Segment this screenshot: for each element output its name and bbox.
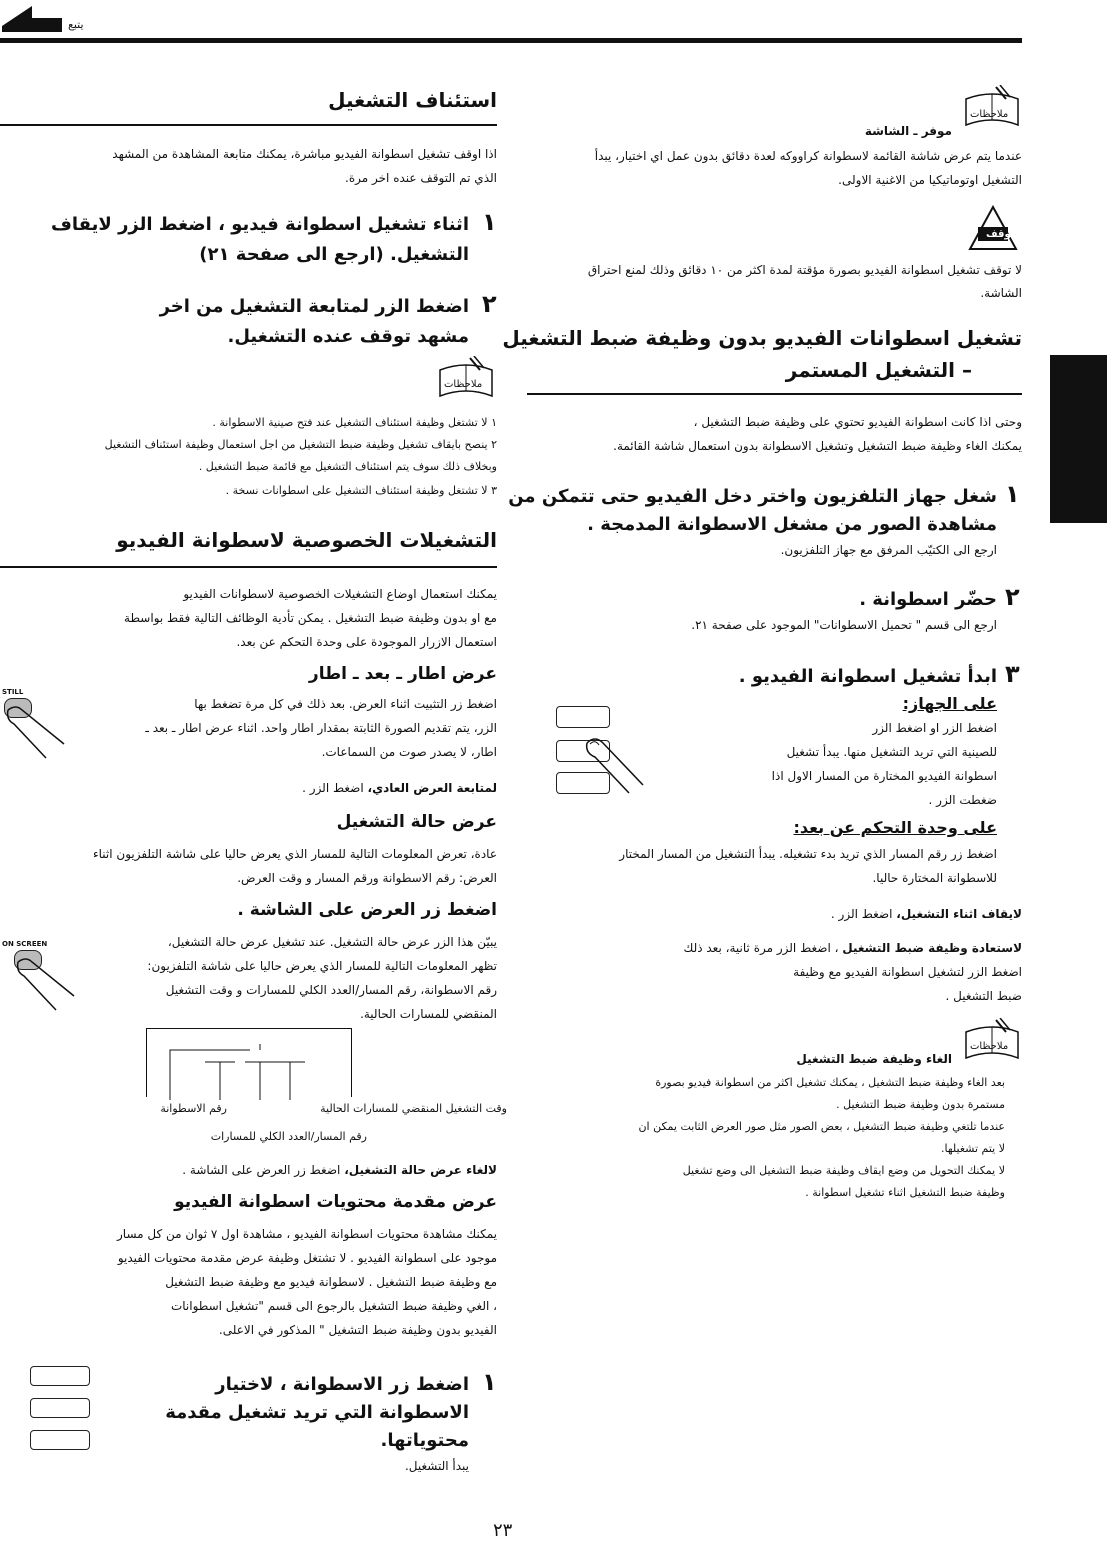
on-unit-line: للصينية التي تريد التشغيل منها. يبدأ تشغيل xyxy=(786,745,997,759)
note-item: ١ لا تشتغل وظيفة استئناف التشغيل عند فتح صينية الاسطوانة . xyxy=(212,416,497,429)
step-number: ٢ xyxy=(482,290,497,318)
on-unit-line: اضغط الزر او اضغط الزر xyxy=(872,721,997,735)
step-number: ١ xyxy=(1005,480,1020,508)
restore-bold: لاستعادة وظيفة ضبط التشغيل xyxy=(842,941,1022,955)
digest-line: مع وظيفة ضبط التشغيل . لاسطوانة فيديو مع وظيفة ضبط التشغيل xyxy=(165,1275,497,1289)
notes-icon-label: ملاحظات xyxy=(444,379,483,390)
intro-line: استعمال الازرار الموجودة على وحدة التحكم عن بعد. xyxy=(236,635,497,649)
section-title: التشغيلات الخصوصية لاسطوانة الفيديو xyxy=(116,528,497,552)
section-subtitle: – التشغيل المستمر xyxy=(785,358,972,382)
diagram-label-elapsed: وقت التشغيل المنقضي للمسارات الحالية xyxy=(320,1102,507,1115)
cancel-status-instruction xyxy=(0,1158,497,1182)
note-item: ٣ لا تشتغل وظيفة استئناف التشغيل على اسطوانات نسخة . xyxy=(225,484,497,497)
finger-press-icon xyxy=(6,704,66,760)
notes-icon-label: ملاحظات xyxy=(970,109,1009,120)
section-rule xyxy=(527,393,1022,395)
still-button-label: STILL xyxy=(2,688,24,696)
stop-bold: لايقاف اثناء التشغيل، xyxy=(896,907,1022,921)
disc-button[interactable] xyxy=(30,1430,90,1450)
cancel-bold: لالغاء عرض حالة التشغيل، xyxy=(344,1163,497,1177)
intro-line: الذي تم التوقف عنده اخر مرة. xyxy=(345,171,497,185)
step-text: اضغط زر الاسطوانة ، لاختيار xyxy=(215,1374,469,1395)
disc-button[interactable] xyxy=(30,1366,90,1386)
step-text: مشاهدة الصور من مشغل الاسطوانة المدمجة . xyxy=(587,514,997,535)
remote-line: اضغط زر رقم المسار الذي تريد بدء تشغيله. يبدأ التشغيل من المسار المختار xyxy=(619,847,997,861)
step-text: شغل جهاز التلفزيون واختر دخل الفيديو حتى تتمكن من xyxy=(508,486,997,507)
header-rule xyxy=(0,38,1022,43)
diagram-label-disc: رقم الاسطوانة xyxy=(160,1102,227,1115)
section-title: تشغيل اسطوانات الفيديو بدون وظيفة ضبط التشغيل xyxy=(502,326,1022,350)
step-text: مشهد توقف عنده التشغيل. xyxy=(227,326,469,347)
note-item: ٢ ينصح بايقاف تشغيل وظيفة ضبط التشغيل من اجل استعمال وظيفة استئناف التشغيل xyxy=(104,438,497,451)
note-line: عندما تلتغي وظيفة ضبط التشغيل ، بعض الصور مثل صور العرض الثابت يمكن ان xyxy=(638,1120,1005,1133)
normal-display-instruction xyxy=(0,776,497,800)
remote-line: للاسطوانة المختارة حاليا. xyxy=(872,871,997,885)
step-number: ٢ xyxy=(1005,583,1020,611)
note-line: مستمرة بدون وظيفة ضبط التشغيل . xyxy=(836,1098,1005,1111)
stop-instruction xyxy=(462,902,1022,926)
note-line: وظيفة ضبط التشغيل اثناء تشغيل اسطوانة . xyxy=(805,1186,1005,1199)
on-screen-line: رقم الاسطوانة، رقم المسار/العدد الكلي للمسارات و وقت التشغيل xyxy=(165,983,497,997)
stop-rest: اضغط الزر . xyxy=(830,907,897,921)
note-title: موفر ـ الشاشة xyxy=(864,124,952,138)
step-sub: يبدأ التشغيل. xyxy=(404,1459,469,1473)
on-unit-line: ضغطت الزر . xyxy=(928,793,997,807)
step-text: محتوياتها. xyxy=(380,1430,469,1451)
frame-line: اضغط زر التثبيت اثناء العرض. بعد ذلك في كل مرة تضغط بها xyxy=(194,697,497,711)
side-tab xyxy=(1050,355,1107,523)
step-text: حضّر اسطوانة . xyxy=(859,589,997,610)
continue-label: يتبع xyxy=(68,18,84,31)
cancel-rest: اضغط زر العرض على الشاشة . xyxy=(182,1163,345,1177)
intro-line: يمكنك الغاء وظيفة ضبط التشغيل وتشغيل الاسطوانة بدون استعمال شاشة القائمة. xyxy=(613,439,1022,453)
page-number: ٢٣ xyxy=(493,1520,513,1541)
status-line: عادة، تعرض المعلومات التالية للمسار الذي يعرض حاليا على شاشة التلفزيون اثناء xyxy=(92,847,497,861)
note-title: الغاء وظيفة ضبط التشغيل xyxy=(796,1052,952,1066)
on-screen-line: تظهر المعلومات التالية للمسار الذي يعرض حاليا على شاشة التلفزيون: xyxy=(147,959,497,973)
caution-icon xyxy=(968,205,1018,251)
note-line: لا يتم تشغيلها. xyxy=(940,1142,1005,1155)
subsection-title: عرض حالة التشغيل xyxy=(336,812,497,832)
intro-line: وحتى اذا كانت اسطوانة الفيديو تحتوي على وظيفة ضبط التشغيل ، xyxy=(693,415,1022,429)
notes-icon-label: ملاحظات xyxy=(970,1041,1009,1052)
digest-line: ، الغي وظيفة ضبط التشغيل بالرجوع الى قسم "تشغيل اسطوانات xyxy=(170,1299,497,1313)
digest-line: يمكنك مشاهدة محتويات اسطوانة الفيديو ، مشاهدة اول ٧ ثوان من كل مسار xyxy=(117,1227,497,1241)
disc-button[interactable] xyxy=(30,1398,90,1418)
digest-line: موجود على اسطوانة الفيديو . لا تشتغل وظيفة عرض مقدمة محتويات الفيديو xyxy=(117,1251,497,1265)
restore-line: اضغط الزر لتشغيل اسطوانة الفيديو مع وظيفة xyxy=(793,965,1022,979)
note-line: التشغيل اوتوماتيكيا من الاغنية الاولى. xyxy=(838,173,1022,187)
restore-instruction xyxy=(462,936,1022,960)
on-screen-title: اضغط زر العرض على الشاشة . xyxy=(237,900,497,920)
on-unit-title: على الجهاز: xyxy=(902,694,997,713)
restore-line: ضبط التشغيل . xyxy=(945,989,1022,1003)
note-line: عندما يتم عرض شاشة القائمة لاسطوانة كراووكه لعدة دقائق بدون عمل اي اختيار، يبدأ xyxy=(594,149,1022,163)
frame-line: اطار، لا يصدر صوت من السماعات. xyxy=(321,745,497,759)
on-unit-line: اسطوانة الفيديو المختارة من المسار الاول اذا xyxy=(771,769,997,783)
note-line: بعد الغاء وظيفة ضبط التشغيل ، يمكنك تشغيل اكثر من اسطوانة فيديو بصورة xyxy=(655,1076,1005,1089)
caution-line: الشاشة. xyxy=(980,286,1022,300)
step-text: ابدأ تشغيل اسطوانة الفيديو . xyxy=(738,666,997,687)
finger-press-icon xyxy=(16,956,76,1012)
step-sub: ارجع الى الكتيّب المرفق مع جهاز التلفزيون. xyxy=(780,543,997,557)
diagram-pointers xyxy=(150,1040,350,1100)
frame-line: الزر، يتم تقديم الصورة الثابتة بمقدار اطار واحد. اثناء عرض اطار ـ بعد ـ xyxy=(145,721,497,735)
on-screen-button-label: ON SCREEN xyxy=(2,940,48,948)
step-number: ١ xyxy=(482,1368,497,1396)
diagram-label-track: رقم المسار/العدد الكلي للمسارات xyxy=(210,1130,367,1143)
step-number: ١ xyxy=(482,208,497,236)
disc-button[interactable] xyxy=(556,706,610,728)
intro-line: مع او بدون وظيفة ضبط التشغيل . يمكن تأدية الوظائف التالية فقط بواسطة xyxy=(124,611,497,625)
step-text: اثناء تشغيل اسطوانة فيديو ، اضغط الزر لايقاف xyxy=(51,214,469,235)
step-text: اضغط الزر لمتابعة التشغيل من اخر xyxy=(159,296,469,317)
step-text: الاسطوانة التي تريد تشغيل مقدمة xyxy=(165,1402,469,1423)
intro-line: يمكنك استعمال اوضاع التشغيلات الخصوصية لاسطوانات الفيديو xyxy=(183,587,497,601)
note-item: وبخلاف ذلك سوف يتم استئناف التشغيل مع قائمة ضبط التشغيل . xyxy=(198,460,497,473)
on-screen-line: يبيّن هذا الزر عرض حالة التشغيل. عند تشغيل عرض حالة التشغيل، xyxy=(167,935,497,949)
section-rule xyxy=(0,124,497,126)
step-sub: ارجع الى قسم " تحميل الاسطوانات" الموجود على صفحة ٢١. xyxy=(691,618,997,632)
section-title: استئناف التشغيل xyxy=(328,88,497,112)
finger-press-icon xyxy=(585,735,645,795)
section-rule xyxy=(0,566,497,568)
restore-rest: ، اضغط الزر مرة ثانية، بعد ذلك xyxy=(683,941,843,955)
remote-title: على وحدة التحكم عن بعد: xyxy=(793,818,997,837)
subsection-title: عرض اطار ـ بعد ـ اطار xyxy=(308,664,497,684)
normal-bold: لمتابعة العرض العادي، xyxy=(367,781,497,795)
subsection-title: عرض مقدمة محتويات اسطوانة الفيديو xyxy=(174,1192,497,1212)
caution-line: لا توقف تشغيل اسطوانة الفيديو بصورة مؤقتة لمدة اكثر من ١٠ دقائق وذلك لمنع احتراق xyxy=(587,263,1022,277)
caution-label: توقف xyxy=(986,229,1015,240)
on-screen-line: المنقضي للمسارات الحالية. xyxy=(360,1007,497,1021)
step-text: التشغيل. (ارجع الى صفحة ٢١) xyxy=(199,244,469,265)
intro-line: اذا اوقف تشغيل اسطوانة الفيديو مباشرة، يمكنك متابعة المشاهدة من المشهد xyxy=(112,147,497,161)
status-line: العرض: رقم الاسطوانة ورقم المسار و وقت العرض. xyxy=(237,871,497,885)
note-line: لا يمكنك التحويل من وضع ايقاف وظيفة ضبط التشغيل الى وضع تشغيل xyxy=(682,1164,1005,1177)
continue-arrow-icon xyxy=(2,4,62,32)
digest-line: الفيديو بدون وظيفة ضبط التشغيل " المذكور في الاعلى. xyxy=(218,1323,497,1337)
normal-rest: اضغط الزر . xyxy=(302,781,368,795)
step-number: ٣ xyxy=(1005,660,1020,688)
